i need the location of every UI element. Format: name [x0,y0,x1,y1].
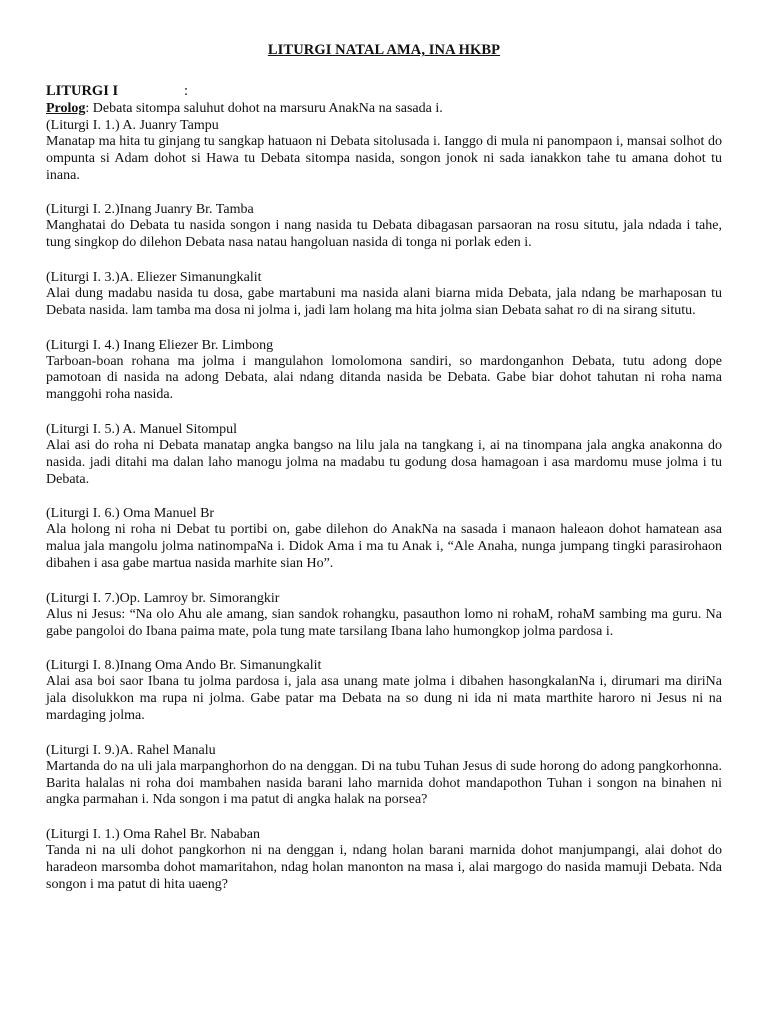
document-page [46,42,722,911]
entry-heading: (Liturgi I. 4.) Inang Eliezer Br. Limbong [46,337,274,353]
liturgy-entry [46,201,722,252]
liturgy-entry [46,505,722,572]
entry-body: Tanda ni na uli dohot pangkorhon ni na denggan i, ndang holan barani marnida dohot manjumpangi, alai dohot do haradeon marsomba dohot mamaritahon, ndag holan manonton na masa i, alai margogo do nasida mamuji Debata. Nda songon i ma patut di hita uaeng? [46,843,722,892]
entry-heading: (Liturgi I. 8.)Inang Oma Ando Br. Simanungkalit [46,658,322,674]
entry-heading: (Liturgi I. 7.)Op. Lamroy br. Simorangkir [46,590,280,606]
entry-body: Alus ni Jesus: “Na olo Ahu ale amang, sian sandok rohangku, pasauthon lomo ni rohaM, rohaM sambing ma guru. Na gabe pangoloi do Ibana paima mate, pola tung mate tarsilang Ibana laho humongkop jolma pardosa i. [46,606,722,639]
prolog-label: Prolog [46,101,86,116]
entry-heading: (Liturgi I. 2.)Inang Juanry Br. Tamba [46,202,254,218]
liturgy-entry [46,657,722,724]
entry-body: Manghatai do Debata tu nasida songon i nang nasida tu Debata dibagasan parsaoran na rosu situtu, jala ndada i tahe, tung singkop do dilehon Debata nasa natau hangoluan nasida di tonga ni porlak eden i. [46,218,722,251]
liturgy-entry [46,117,722,184]
entry-body: Alai asi do roha ni Debata manatap angka bangso na lilu jala na tangkang i, ai na tinompana jala angka anakonna do nasida. jadi ditahi ma dalan laho manogu jolma na madabu tu godung dosa hamagoan i asa mardomu muse jolma i tu Debata. [46,437,722,487]
entry-body: Alai dung madabu nasida tu dosa, gabe martabuni ma nasida alani biarna mida Debata, jala ndang be marhaposan tu Debata nasida. lam tamba ma dosa ni jolma i, jadi lam holang ma hita jolma sian Debata sahat ro di na sirang situtu. [46,285,722,318]
entry-heading: (Liturgi I. 6.) Oma Manuel Br [46,506,215,522]
section-heading-colon: : [184,83,189,99]
entry-body: Tarboan-boan rohana ma jolma i mangulahon lomolomona sandiri, so mardonganhon Debata, tutu adong dope pamotoan di nasida na adong Debata, alai ndang ditanda nasida be Debata. Gabe biar dohot tahutan ni roha nama manggohi roha nasida. [46,353,722,403]
document-title: LITURGI NATAL AMA, INA HKBP [267,42,501,58]
liturgy-entry [46,826,722,893]
entry-body: Alai asa boi saor Ibana tu jolma pardosa i, jala asa unang mate jolma i dibahen hasongkalanNa i, dirumari ma diriNa jala disolukkon ma rupa ni jolma. Gabe patar ma Debata na so dung ni ida ni mata marthite haroro ni Jesus ni na mardaging jolma. [46,674,722,723]
liturgy-entry [46,742,722,809]
entry-body: Manatap ma hita tu ginjang tu sangkap hatuaon ni Debata sitolusada i. Ianggo di mula ni panompaon i, mansai solhot do ompunta si Adam dohot si Hawa tu Debata sitompa nasida, songon jonok ni sada ianakkon tahe tu amana dohot tu inana. [46,134,722,183]
section-heading [46,83,722,100]
prolog-text: : Debata sitompa saluhut dohot na marsuru AnakNa na sasada i. [85,101,443,116]
section-heading-label: LITURGI I [46,83,119,99]
liturgy-entry [46,269,722,320]
entry-heading: (Liturgi I. 1.) A. Juanry Tampu [46,118,219,133]
entry-heading: (Liturgi I. 9.)A. Rahel Manalu [46,742,216,758]
liturgy-entry [46,590,722,641]
prolog-line [46,100,722,117]
liturgy-entry [46,421,722,488]
liturgy-entry [46,337,722,404]
entry-body: Ala holong ni roha ni Debat tu portibi on, gabe dilehon do AnakNa na sasada i manaon haleaon dohot hamatean asa malua jala mangolu jolma natinompaNa i. Didok Ama i ma tu Anak i, “Ale Anaha, nunga jumpang tingki parasirohaon dibahen i asa gabe martua nasida marhite sian Ho”. [46,522,722,571]
entry-heading: (Liturgi I. 1.) Oma Rahel Br. Nababan [46,827,260,843]
entry-body: Martanda do na uli jala marpanghorhon do na denggan. Di na tubu Tuhan Jesus di sude horong do adong pangkorhonna. Barita halalas ni roha doi mambahen nasida barani laho marnida dohot mandapothon Tuhan i songon na binahen ni angka parmahan i. Nda songon i ma patut di angka halak na porsea? [46,758,722,808]
entry-heading: (Liturgi I. 3.)A. Eliezer Simanungkalit [46,269,262,285]
entry-heading: (Liturgi I. 5.) A. Manuel Sitompul [46,421,238,437]
